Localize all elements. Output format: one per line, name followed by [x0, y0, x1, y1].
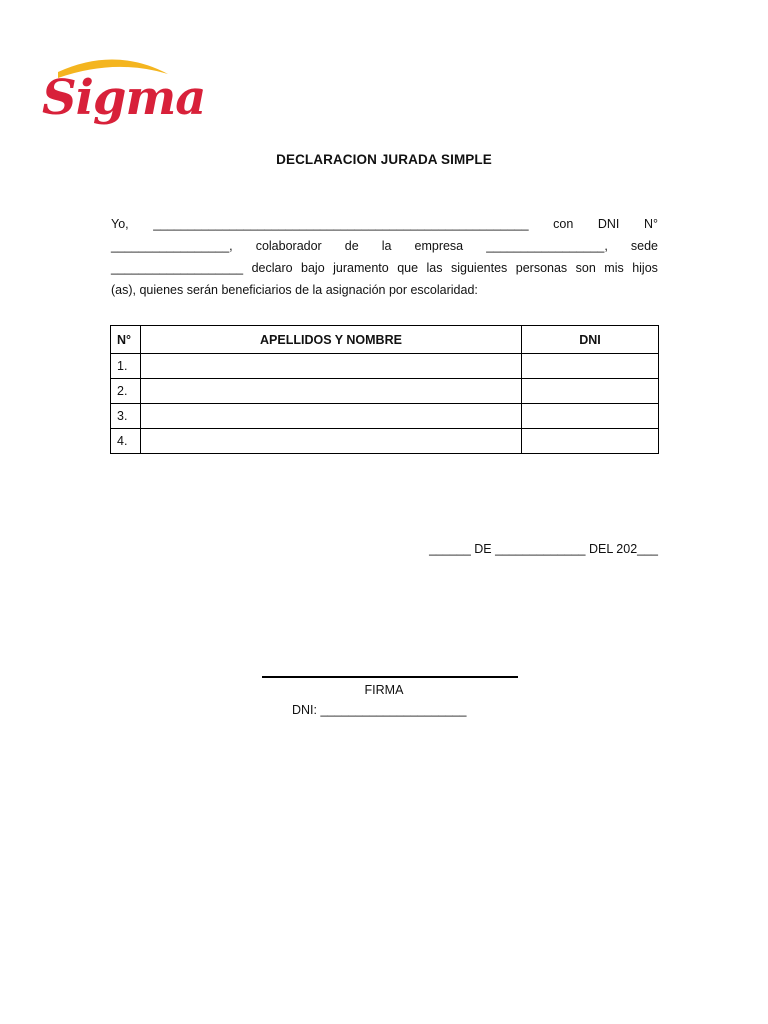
paragraph-word: Yo,	[111, 217, 129, 231]
date-line: ______ DE _____________ DEL 202___	[429, 542, 658, 556]
paragraph-word: la	[381, 239, 392, 253]
row-number: 2.	[111, 379, 141, 404]
row-dni-cell[interactable]	[522, 429, 659, 454]
paragraph-word: personas	[515, 261, 568, 275]
row-dni-cell[interactable]	[522, 379, 659, 404]
paragraph-line-2	[111, 235, 658, 257]
paragraph-line-1	[111, 213, 658, 235]
row-name-cell[interactable]	[141, 429, 522, 454]
row-number: 3.	[111, 404, 141, 429]
signature-line	[262, 676, 518, 678]
paragraph-word: juramento	[333, 261, 389, 275]
site-blank: ___________________	[111, 261, 244, 275]
header-dni: DNI	[522, 326, 659, 354]
row-name-cell[interactable]	[141, 354, 522, 379]
dni-blank: _________________,	[111, 239, 233, 253]
table-row	[111, 404, 659, 429]
row-dni-cell[interactable]	[522, 404, 659, 429]
paragraph-line-4	[111, 279, 658, 301]
paragraph-word: siguientes	[450, 261, 508, 275]
header-number: N°	[111, 326, 141, 354]
paragraph-line-3	[111, 257, 658, 279]
logo-text: Sigma	[42, 70, 206, 126]
paragraph-word: N°	[643, 217, 658, 231]
paragraph-word: empresa	[414, 239, 464, 253]
declaration-paragraph	[111, 213, 658, 301]
paragraph-word: DNI	[597, 217, 620, 231]
company-blank: _________________,	[486, 239, 608, 253]
row-number: 1.	[111, 354, 141, 379]
row-name-cell[interactable]	[141, 379, 522, 404]
row-dni-cell[interactable]	[522, 354, 659, 379]
signature-dni-line: DNI: _____________________	[292, 703, 467, 717]
table-row	[111, 354, 659, 379]
paragraph-word: colaborador	[255, 239, 322, 253]
table-row	[111, 379, 659, 404]
paragraph-word: hijos	[632, 261, 658, 275]
children-table	[110, 325, 659, 454]
signature-label: FIRMA	[364, 683, 404, 697]
paragraph-word: mis	[604, 261, 624, 275]
paragraph-word: de	[344, 239, 359, 253]
header-name: APELLIDOS Y NOMBRE	[141, 326, 522, 354]
paragraph-word: declaro	[251, 261, 293, 275]
row-number: 4.	[111, 429, 141, 454]
paragraph-word: son	[575, 261, 596, 275]
paragraph-word: bajo	[301, 261, 325, 275]
sigma-logo	[40, 52, 206, 134]
table-header-row	[111, 326, 659, 354]
paragraph-word: sede	[630, 239, 658, 253]
table-row	[111, 429, 659, 454]
paragraph-word: que	[397, 261, 419, 275]
row-name-cell[interactable]	[141, 404, 522, 429]
document-title: DECLARACION JURADA SIMPLE	[276, 152, 492, 167]
paragraph-text: (as), quienes serán beneficiarios de la asignación por escolaridad:	[111, 283, 478, 297]
name-blank: ______________________________________________________	[153, 217, 529, 231]
paragraph-word: las	[426, 261, 443, 275]
paragraph-word: con	[553, 217, 574, 231]
